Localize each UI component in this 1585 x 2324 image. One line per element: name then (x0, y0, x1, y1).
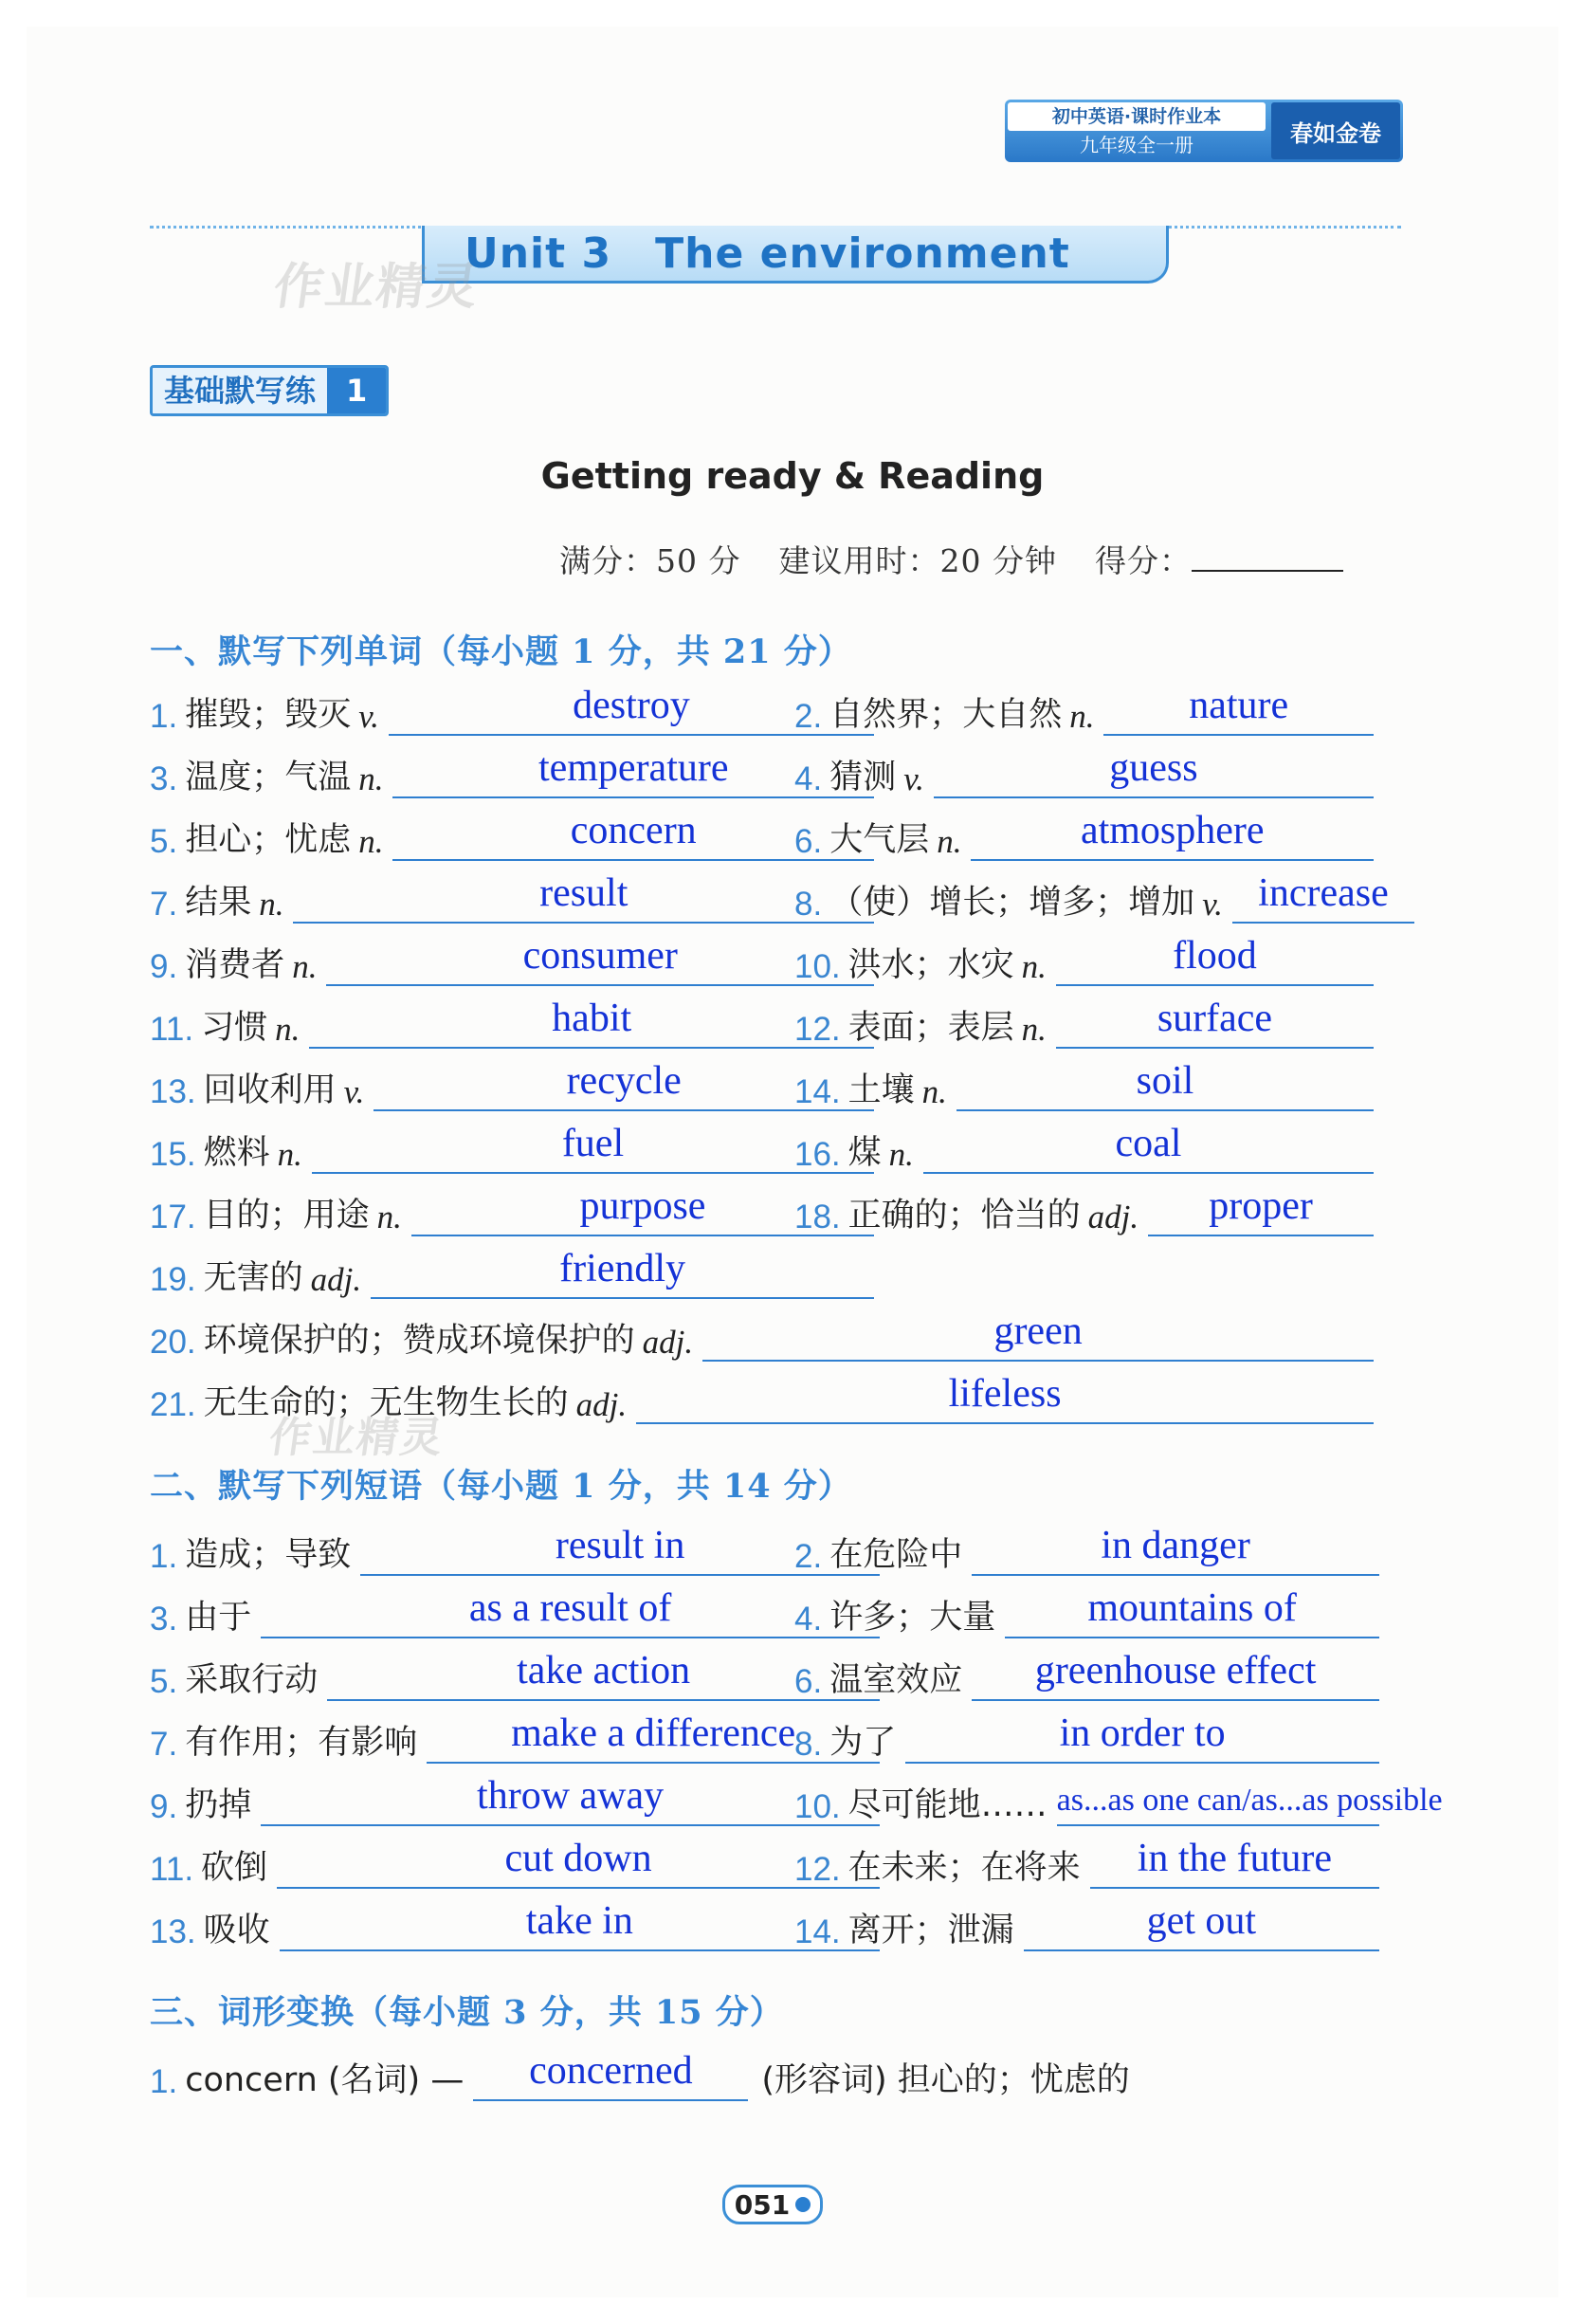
item-number: 16. (794, 1136, 841, 1173)
word-item (150, 808, 899, 861)
answer-blank[interactable] (261, 1774, 880, 1826)
part-of-speech: v. (358, 698, 379, 735)
phrase-item (794, 1648, 1398, 1701)
item-number: 10. (794, 948, 841, 985)
part-of-speech: v. (1202, 886, 1223, 923)
handwritten-answer: friendly (559, 1247, 686, 1290)
item-prompt: 造成；导致 (185, 1536, 352, 1574)
part-of-speech: n. (1021, 1011, 1047, 1048)
word-item (150, 745, 899, 798)
item-prompt: 洪水；水灾 (847, 946, 1014, 984)
answer-blank[interactable] (1024, 1899, 1379, 1951)
handwritten-answer: take action (517, 1649, 691, 1693)
handwritten-answer: mountains of (1087, 1586, 1297, 1630)
answer-blank[interactable] (1148, 1184, 1374, 1236)
item-prompt: 在未来；在将来 (847, 1849, 1081, 1887)
word-item (794, 870, 1439, 924)
item-number: 10. (794, 1788, 841, 1825)
handwritten-answer: atmosphere (1080, 809, 1265, 852)
answer-blank[interactable] (326, 934, 874, 986)
word-item (150, 1058, 899, 1111)
handwritten-answer: destroy (573, 684, 690, 727)
handwritten-answer: flood (1173, 934, 1257, 978)
part-of-speech: adj. (575, 1386, 628, 1423)
answer-blank[interactable] (972, 1649, 1379, 1701)
word-item (150, 933, 899, 986)
item-number: 1. (150, 698, 178, 735)
part-of-speech: adj. (1087, 1199, 1139, 1235)
unit-title-box (422, 226, 1169, 284)
item-number: 7. (150, 1726, 178, 1763)
item-prompt: 采取行动 (185, 1661, 319, 1699)
item-number: 9. (150, 948, 178, 985)
score-meta (559, 537, 1343, 581)
part-of-speech: adj. (310, 1261, 362, 1298)
part-of-speech: n. (937, 823, 962, 860)
phrase-item (150, 1836, 899, 1889)
answer-blank[interactable] (1103, 684, 1374, 736)
word-item (794, 1058, 1398, 1111)
handwritten-answer: proper (1209, 1184, 1313, 1228)
item-prompt: 习惯 (201, 1009, 268, 1047)
item-prompt: 在危险中 (829, 1536, 963, 1574)
phrase-item (794, 1836, 1398, 1889)
item-prompt: 由于 (185, 1599, 252, 1637)
item-prompt: 温度；气温 (185, 759, 352, 796)
item-prompt: 煤 (847, 1134, 882, 1172)
handwritten-answer: recycle (566, 1059, 682, 1103)
answer-blank[interactable] (1056, 934, 1374, 986)
part-of-speech: n. (358, 823, 384, 860)
item-number: 4. (794, 760, 823, 797)
handwritten-answer: cut down (504, 1837, 652, 1880)
unit-title: The environment (655, 229, 1070, 278)
handwritten-answer: soil (1136, 1059, 1194, 1103)
item-prompt: 消费者 (185, 946, 285, 984)
word-item (794, 1121, 1398, 1174)
handwritten-answer: nature (1189, 684, 1289, 727)
badge-left (1005, 100, 1268, 162)
answer-blank[interactable] (1056, 997, 1374, 1049)
item-number: 12. (794, 1851, 841, 1888)
item-prompt: 燃料 (203, 1134, 270, 1172)
word-item (150, 1246, 899, 1299)
section-tag-label: 基础默写练 (153, 368, 327, 413)
suggested-time: 建议用时：20 分钟 (778, 542, 1057, 579)
part-of-speech: n. (292, 948, 318, 985)
handwritten-answer: concerned (529, 2049, 693, 2093)
part-of-speech: n. (277, 1136, 302, 1173)
item-number: 13. (150, 1913, 196, 1950)
item-prompt: 无生命的；无生物生长的 (203, 1384, 569, 1422)
item-number: 12. (794, 1011, 841, 1048)
item-number: 15. (150, 1136, 196, 1173)
part-of-speech: v. (903, 760, 924, 797)
word-item (794, 933, 1398, 986)
word-item (150, 870, 899, 924)
handwritten-answer: temperature (537, 746, 729, 790)
item-number: 17. (150, 1199, 196, 1235)
handwritten-answer: coal (1115, 1122, 1182, 1165)
answer-blank[interactable] (309, 997, 874, 1049)
phrase-item (794, 1585, 1398, 1638)
phrase-item (150, 1523, 899, 1576)
handwritten-answer: greenhouse effect (1034, 1649, 1317, 1693)
item-prompt: 扔掉 (185, 1786, 252, 1824)
item-prompt: 摧毁；毁灭 (185, 696, 352, 734)
unit-number: Unit 3 (465, 229, 612, 278)
phrase-item (794, 1898, 1398, 1951)
item-number: 1. (150, 2063, 178, 2100)
part2-heading: 二、默写下列短语（每小题 1 分，共 14 分） (150, 1467, 852, 1506)
answer-blank[interactable] (312, 1122, 874, 1174)
item-number: 11. (150, 1851, 194, 1888)
item-prompt: 离开；泄漏 (847, 1912, 1014, 1949)
answer-blank[interactable] (293, 871, 874, 924)
item-prompt: 许多；大量 (829, 1599, 996, 1637)
handwritten-answer: result in (555, 1524, 685, 1567)
part-of-speech: n. (259, 886, 284, 923)
answer-blank[interactable] (371, 1247, 874, 1299)
item-number: 20. (150, 1324, 196, 1361)
score-field[interactable] (1095, 537, 1343, 581)
phrase-item (150, 1773, 899, 1826)
item-prompt: 砍倒 (201, 1849, 268, 1887)
page-number (722, 2185, 823, 2224)
handwritten-answer: throw away (477, 1774, 665, 1818)
item-number: 13. (150, 1073, 196, 1110)
part1-heading: 一、默写下列单词（每小题 1 分，共 21 分） (150, 632, 852, 671)
full-score: 满分：50 分 (559, 542, 741, 579)
item-prompt: 表面；表层 (847, 1009, 1014, 1047)
handwritten-answer: in danger (1101, 1524, 1250, 1567)
brand-logo: 春如金卷 (1271, 102, 1400, 159)
item-prompt: 结果 (185, 884, 252, 922)
section-tag-number: 1 (327, 368, 386, 413)
word-item (150, 1308, 1398, 1362)
handwritten-answer: concern (570, 809, 697, 852)
answer-blank[interactable] (1232, 871, 1414, 924)
item-number: 3. (150, 1601, 178, 1638)
item-number: 7. (150, 886, 178, 923)
item-number: 1. (150, 1538, 178, 1575)
answer-blank[interactable] (971, 809, 1374, 861)
handwritten-answer: green (993, 1309, 1083, 1353)
word-item (150, 1121, 899, 1174)
word-item (794, 808, 1398, 861)
item-prompt: 吸收 (203, 1912, 270, 1949)
item-prompt: 担心；忧虑 (185, 821, 352, 859)
page-dot-icon (795, 2197, 811, 2212)
section-tag (150, 365, 389, 416)
part3-heading: 三、词形变换（每小题 3 分，共 15 分） (150, 1993, 784, 2032)
lesson-title: Getting ready & Reading (540, 455, 1045, 497)
handwritten-answer: surface (1157, 997, 1273, 1040)
item-prompt: 正确的；恰当的 (847, 1197, 1081, 1235)
part-of-speech: adj. (642, 1324, 694, 1361)
item-prompt: 有作用；有影响 (185, 1724, 418, 1762)
item-number: 2. (794, 698, 823, 735)
item-number: 5. (150, 1663, 178, 1700)
item-number: 5. (150, 823, 178, 860)
item-prompt: 大气层 (829, 821, 930, 859)
item-number: 11. (150, 1011, 194, 1048)
item-prompt: （使）增长；增多；增加 (829, 884, 1195, 922)
answer-blank[interactable] (473, 2049, 748, 2101)
handwritten-answer: result (539, 871, 629, 915)
handwritten-answer: get out (1146, 1899, 1257, 1943)
item-number: 6. (794, 1663, 823, 1700)
phrase-item (150, 1711, 899, 1764)
part-of-speech: n. (1069, 698, 1095, 735)
answer-blank[interactable] (1056, 1781, 1443, 1826)
item-suffix: (形容词) 担心的；忧虑的 (761, 2061, 1130, 2099)
answer-blank[interactable] (1005, 1586, 1379, 1638)
item-prompt: 土壤 (847, 1071, 915, 1109)
answer-blank[interactable] (280, 1899, 880, 1951)
handwritten-answer: consumer (522, 934, 678, 978)
watermark: 作业精灵 (270, 259, 483, 316)
answer-blank[interactable] (702, 1309, 1374, 1362)
answer-blank[interactable] (261, 1586, 880, 1638)
wordform-item (150, 2048, 1398, 2101)
answer-blank[interactable] (934, 746, 1374, 798)
handwritten-answer: as a result of (468, 1586, 672, 1630)
book-badge (1005, 100, 1403, 162)
item-number: 3. (150, 760, 178, 797)
word-item (794, 996, 1398, 1049)
item-number: 18. (794, 1199, 841, 1235)
handwritten-answer: in the future (1137, 1837, 1332, 1880)
part-of-speech: v. (343, 1073, 365, 1110)
item-number: 9. (150, 1788, 178, 1825)
score-label: 得分： (1094, 542, 1192, 579)
page-number-text: 051 (734, 2188, 791, 2221)
phrase-item (794, 1773, 1443, 1826)
answer-blank[interactable] (972, 1524, 1379, 1576)
item-number: 8. (794, 1726, 823, 1763)
phrase-item (794, 1711, 1398, 1764)
word-item (794, 745, 1398, 798)
phrase-item (150, 1898, 899, 1951)
item-number: 4. (794, 1601, 823, 1638)
item-prompt: 目的；用途 (203, 1197, 370, 1235)
item-prompt: 自然界；大自然 (829, 696, 1063, 734)
handwritten-answer: make a difference (511, 1711, 796, 1755)
phrase-item (794, 1523, 1398, 1576)
item-prompt: 尽可能地…… (847, 1786, 1048, 1824)
item-prompt: 回收利用 (203, 1071, 337, 1109)
handwritten-answer: fuel (561, 1122, 625, 1165)
item-number: 2. (794, 1538, 823, 1575)
word-item (150, 683, 899, 736)
handwritten-answer: purpose (579, 1184, 706, 1228)
item-prompt: 无害的 (203, 1259, 303, 1297)
answer-blank[interactable] (905, 1711, 1379, 1764)
part-of-speech: n. (275, 1011, 301, 1048)
handwritten-answer: in order to (1059, 1711, 1226, 1755)
word-item (794, 683, 1398, 736)
part-of-speech: n. (358, 760, 384, 797)
part-of-speech: n. (1021, 948, 1047, 985)
item-prompt: 环境保护的；赞成环境保护的 (203, 1322, 635, 1360)
part-of-speech: n. (376, 1199, 402, 1235)
answer-blank[interactable] (277, 1837, 880, 1889)
handwritten-answer: take in (525, 1899, 633, 1943)
item-prompt: 为了 (829, 1724, 897, 1762)
grade-label: 九年级全一册 (1080, 134, 1193, 156)
handwritten-answer: habit (552, 997, 632, 1040)
phrase-item (150, 1648, 899, 1701)
word-item (150, 1183, 899, 1236)
part-of-speech: n. (921, 1073, 947, 1110)
handwritten-answer: lifeless (948, 1372, 1062, 1416)
item-number: 6. (794, 823, 823, 860)
item-number: 21. (150, 1386, 196, 1423)
item-number: 14. (794, 1913, 841, 1950)
item-number: 19. (150, 1261, 196, 1298)
score-blank[interactable] (1192, 541, 1343, 572)
answer-blank[interactable] (636, 1372, 1374, 1424)
answer-blank[interactable] (956, 1059, 1374, 1111)
item-number: 8. (794, 886, 823, 923)
answer-blank[interactable] (923, 1122, 1374, 1174)
answer-blank[interactable] (1090, 1837, 1379, 1889)
handwritten-answer: guess (1109, 746, 1198, 790)
item-number: 14. (794, 1073, 841, 1110)
handwritten-answer: as...as one can/as...as possible (1056, 1783, 1443, 1818)
part-of-speech: n. (888, 1136, 914, 1173)
phrase-item (150, 1585, 899, 1638)
item-prompt: concern (名词) — (185, 2061, 465, 2099)
watermark-2: 作业精灵 (265, 1414, 447, 1462)
item-prompt: 猜测 (829, 759, 897, 796)
word-item (150, 996, 899, 1049)
word-item (794, 1183, 1398, 1236)
item-prompt: 温室效应 (829, 1661, 963, 1699)
handwritten-answer: increase (1258, 871, 1389, 915)
book-title: 初中英语·课时作业本 (1008, 102, 1266, 131)
